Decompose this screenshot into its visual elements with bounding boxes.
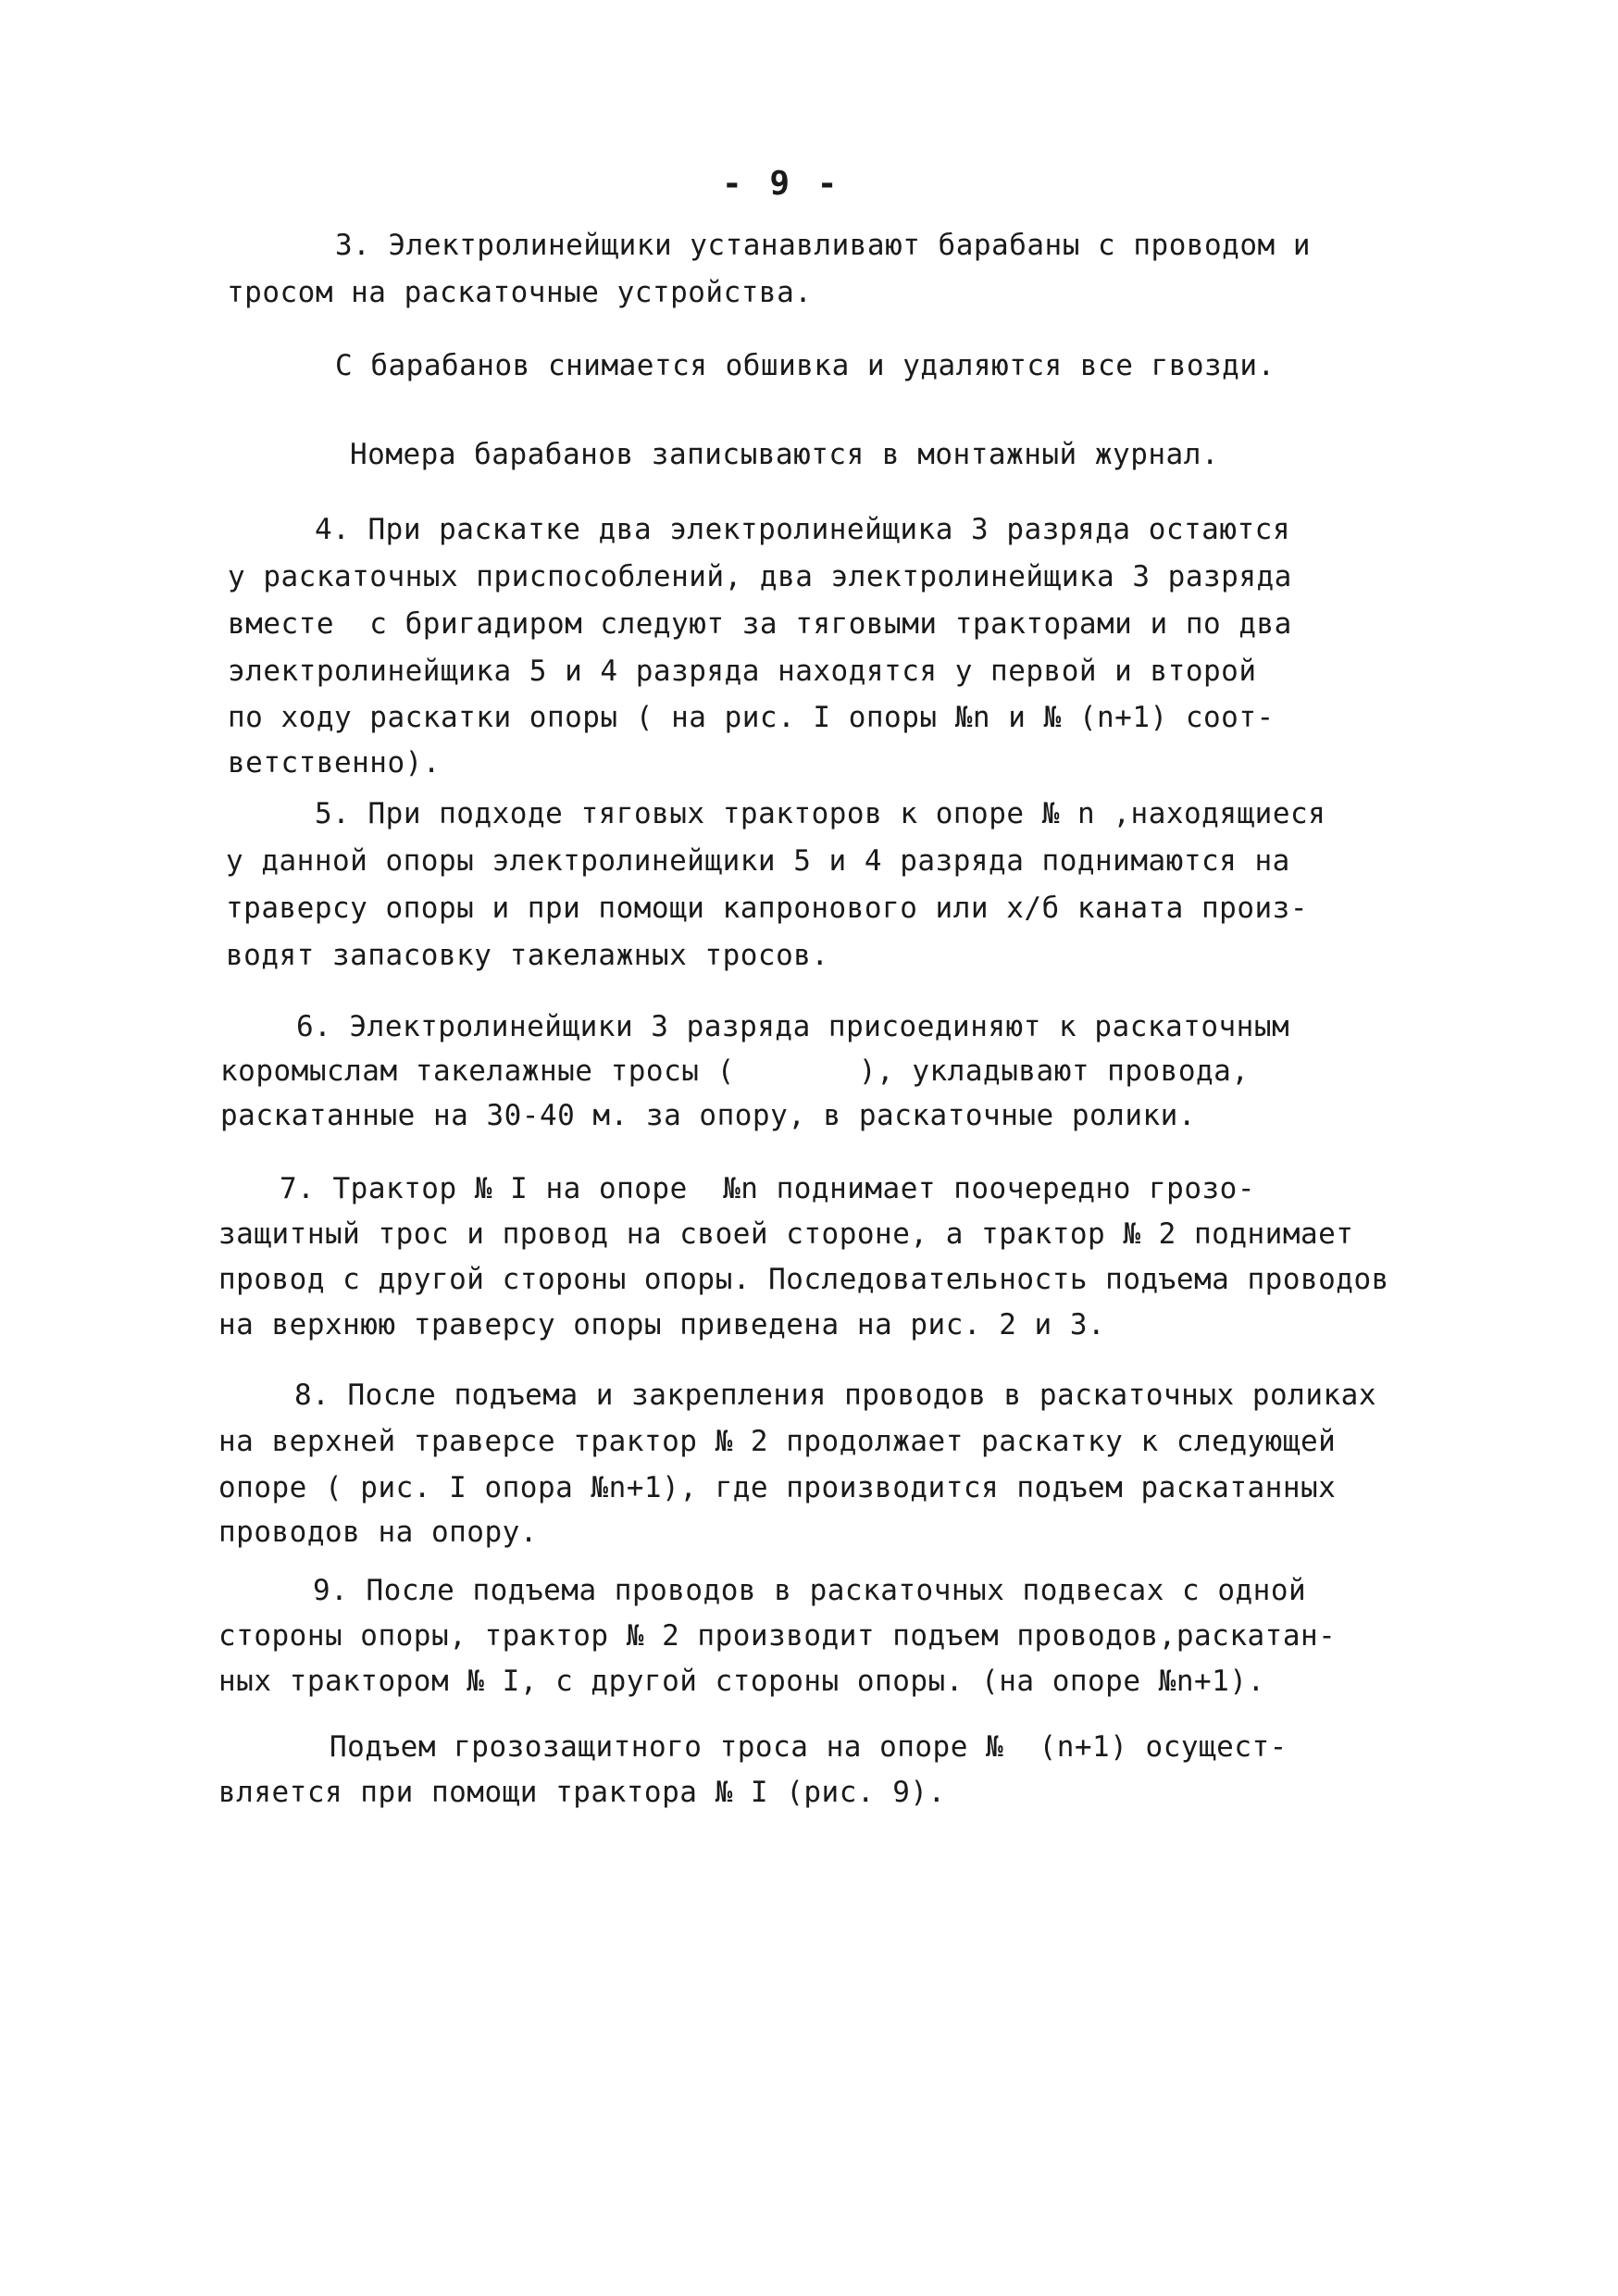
paragraph-7-line-3: провод с другой стороны опоры. Последовательность подъема проводов: [218, 1263, 1389, 1296]
paragraph-7-line-2: защитный трос и провод на своей стороне, а трактор № 2 поднимает: [218, 1217, 1354, 1251]
paragraph-8-line-4: проводов на опору.: [218, 1516, 538, 1549]
paragraph-4-line-4: электролинейщика 5 и 4 разряда находятся у первой и второй: [228, 655, 1257, 688]
paragraph-7-line-1: 7. Трактор № I на опоре №n поднимает поочередно грозо-: [280, 1172, 1255, 1205]
paragraph-3a-line-1: С барабанов снимается обшивка и удаляются все гвозди.: [335, 349, 1276, 382]
paragraph-4-line-2: у раскаточных приспособлений, два электролинейщика 3 разряда: [228, 560, 1292, 593]
paragraph-4-line-6: ветственно).: [228, 746, 441, 780]
paragraph-5-line-3: траверсу опоры и при помощи капронового или х/б каната произ-: [226, 892, 1308, 925]
paragraph-6-line-2: коромыслам такелажные тросы ( ), укладывают провода,: [220, 1054, 1250, 1088]
paragraph-8-line-2: на верхней траверсе трактор № 2 продолжает раскатку к следующей: [218, 1425, 1337, 1458]
paragraph-9-line-3: ных трактором № I, с другой стороны опоры. (на опоре №n+1).: [218, 1665, 1265, 1698]
paragraph-7-line-4: на верхнюю траверсу опоры приведена на рис. 2 и 3.: [218, 1308, 1106, 1341]
paragraph-9-line-2: стороны опоры, трактор № 2 производит подъем проводов,раскатан-: [218, 1619, 1337, 1653]
paragraph-3b-line-1: Номера барабанов записываются в монтажный журнал.: [350, 438, 1220, 471]
paragraph-5-line-2: у данной опоры электролинейщики 5 и 4 разряда поднимаются на: [226, 844, 1290, 878]
paragraph-10-line-2: вляется при помощи трактора № I (рис. 9).: [218, 1776, 946, 1809]
paragraph-5-line-1: 5. При подходе тяговых тракторов к опоре № n ,находящиеся: [315, 797, 1326, 830]
paragraph-3-line-2: тросом на раскаточные устройства.: [227, 276, 813, 309]
paragraph-8-line-1: 8. После подъема и закрепления проводов в раскаточных роликах: [294, 1379, 1376, 1412]
paragraph-10-line-1: Подъем грозозащитного троса на опоре № (n+1) осущест-: [330, 1730, 1288, 1764]
paragraph-3-line-1: 3. Электролинейщики устанавливают барабаны с проводом и: [335, 229, 1311, 262]
paragraph-9-line-1: 9. После подъема проводов в раскаточных подвесах с одной: [313, 1574, 1307, 1607]
paragraph-6-line-3: раскатанные на 30-40 м. за опору, в раскаточные ролики.: [220, 1099, 1196, 1132]
paragraph-4-line-3: вместе с бригадиром следуют за тяговыми тракторами и по два: [228, 607, 1292, 641]
paragraph-6-line-1: 6. Электролинейщики 3 разряда присоединяют к раскаточным: [296, 1010, 1290, 1043]
page-number: - 9 -: [722, 165, 841, 203]
paragraph-8-line-3: опоре ( рис. I опора №n+1), где производится подъем раскатанных: [218, 1471, 1337, 1504]
paragraph-5-line-4: водят запасовку такелажных тросов.: [226, 939, 829, 972]
paragraph-4-line-1: 4. При раскатке два электролинейщика 3 разряда остаются: [315, 513, 1290, 546]
paragraph-4-line-5: по ходу раскатки опоры ( на рис. I опоры №n и № (n+1) соот-: [228, 701, 1275, 734]
